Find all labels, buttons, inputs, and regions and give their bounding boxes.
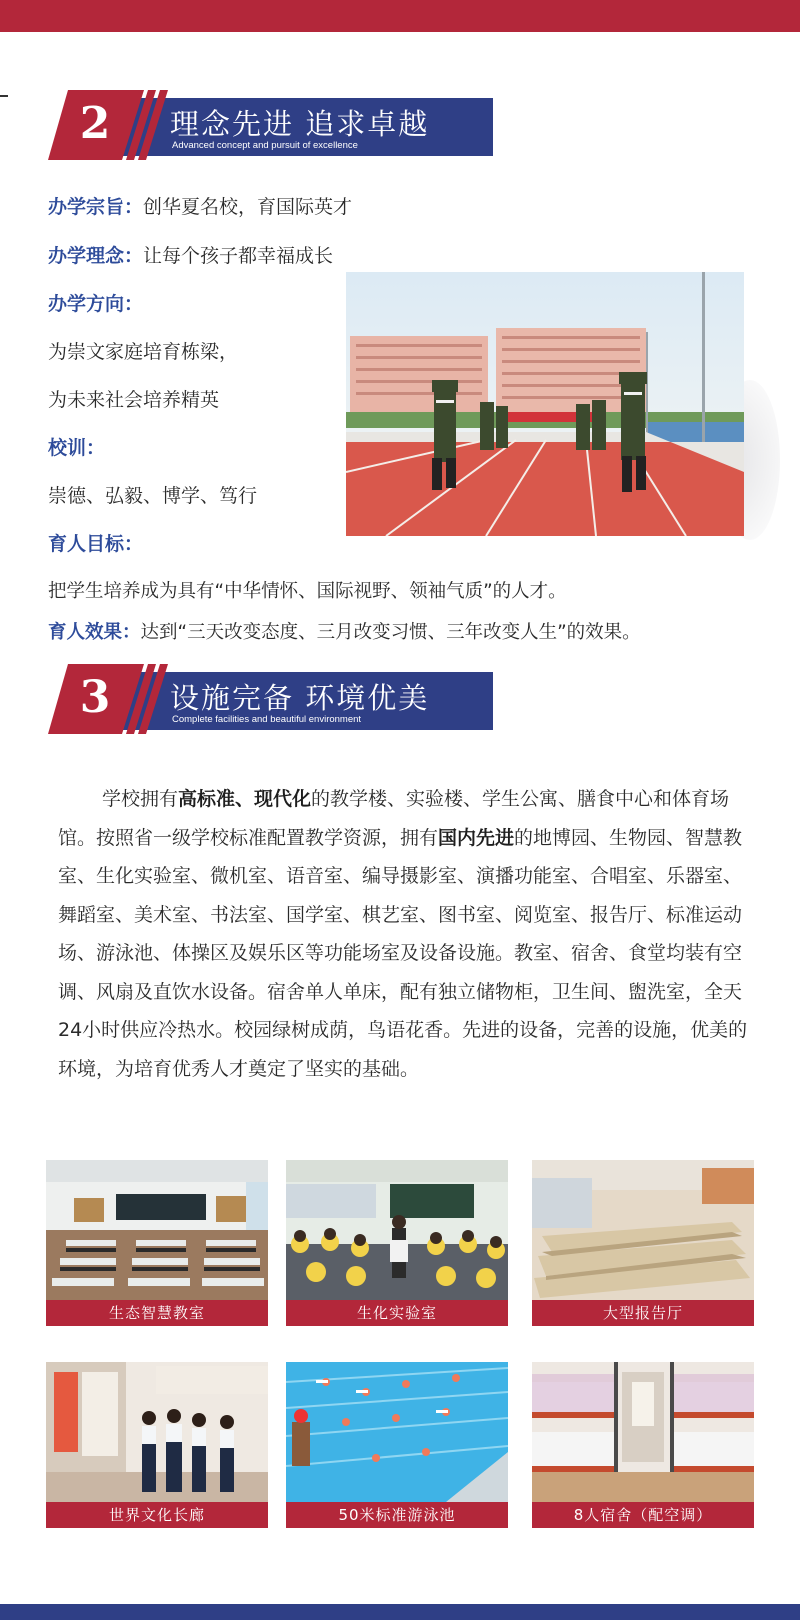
gallery-caption: 生态智慧教室 xyxy=(46,1300,268,1326)
section-number: 3 xyxy=(79,672,111,723)
mission-text: 创华夏名校，育国际英才 xyxy=(143,196,353,218)
effect-label: 育人效果： xyxy=(48,622,141,643)
honor-guard-photo xyxy=(346,272,744,536)
top-red-bar xyxy=(0,0,800,32)
gallery-tile-pool xyxy=(286,1362,508,1532)
section-title: 设施完备 环境优美 xyxy=(170,681,430,715)
gallery-tile-auditorium xyxy=(532,1160,754,1330)
gallery-tile-lab xyxy=(286,1160,508,1330)
effect-row xyxy=(48,620,641,646)
philosophy-row xyxy=(48,243,333,269)
facilities-paragraph: 学校拥有高标准、现代化的教学楼、实验楼、学生公寓、膳食中心和体育场馆。按照省一级学校标准配置教学资源，拥有国内先进的地博园、生物园、智慧教室、生化实验室、微机室、语音室、编导摄影室、演播功能室、合唱室、乐器室、舞蹈室、美术室、书法室、国学室、棋艺室、图书室、阅览室、报告厅、标准运动场、游泳池、体操区及娱乐区等功能场室及设备设施。教室、宿舍、食堂均装有空调、风扇及直饮水设备。宿舍单人单床，配有独立储物柜，卫生间、盥洗室，全天24小时供应冷热水。校园绿树成荫，鸟语花香。先进的设备，完善的设施，优美的环境，为培育优秀人才奠定了坚实的基础。 xyxy=(58,788,748,1080)
philosophy-text: 让每个孩子都幸福成长 xyxy=(143,245,334,267)
section-title: 理念先进 追求卓越 xyxy=(170,107,430,141)
section-3-header xyxy=(48,664,493,734)
gallery-caption: 世界文化长廊 xyxy=(46,1502,268,1528)
mission-row xyxy=(48,194,352,220)
gallery-tile-dormitory xyxy=(532,1362,754,1532)
direction-label: 办学方向： xyxy=(48,293,144,315)
goal-text: 把学生培养成为具有“中华情怀、国际视野、领袖气质”的人才。 xyxy=(48,581,567,602)
section-subtitle: Complete facilities and beautiful environment xyxy=(172,714,362,725)
motto-label: 校训： xyxy=(48,437,106,459)
bottom-blue-bar xyxy=(0,1604,800,1620)
section-2-header xyxy=(48,90,493,160)
philosophy-label: 办学理念： xyxy=(48,245,144,267)
gallery-caption: 50米标准游泳池 xyxy=(286,1502,508,1528)
gallery-caption: 大型报告厅 xyxy=(532,1300,754,1326)
gallery-tile-classroom xyxy=(46,1160,268,1330)
effect-text: 达到“三天改变态度、三月改变习惯、三年改变人生”的效果。 xyxy=(140,622,641,643)
section-subtitle: Advanced concept and pursuit of excellence xyxy=(172,140,358,151)
mission-label: 办学宗旨： xyxy=(48,196,144,218)
motto-text-row xyxy=(48,483,257,509)
edge-mark xyxy=(0,95,8,97)
goal-text-row xyxy=(48,579,567,605)
gallery-tile-corridor xyxy=(46,1362,268,1532)
gallery-caption: 8人宿舍（配空调） xyxy=(532,1502,754,1528)
direction-line-2: 为未来社会培养精英 xyxy=(48,389,220,411)
direction-row xyxy=(48,291,143,317)
goal-label-row xyxy=(48,531,143,557)
goal-label: 育人目标： xyxy=(48,533,144,555)
gallery-caption: 生化实验室 xyxy=(286,1300,508,1326)
motto-row xyxy=(48,435,105,461)
section-number: 2 xyxy=(79,98,111,149)
direction-line-1: 为崇文家庭培育栋梁， xyxy=(48,341,239,363)
motto-text: 崇德、弘毅、博学、笃行 xyxy=(48,485,258,507)
